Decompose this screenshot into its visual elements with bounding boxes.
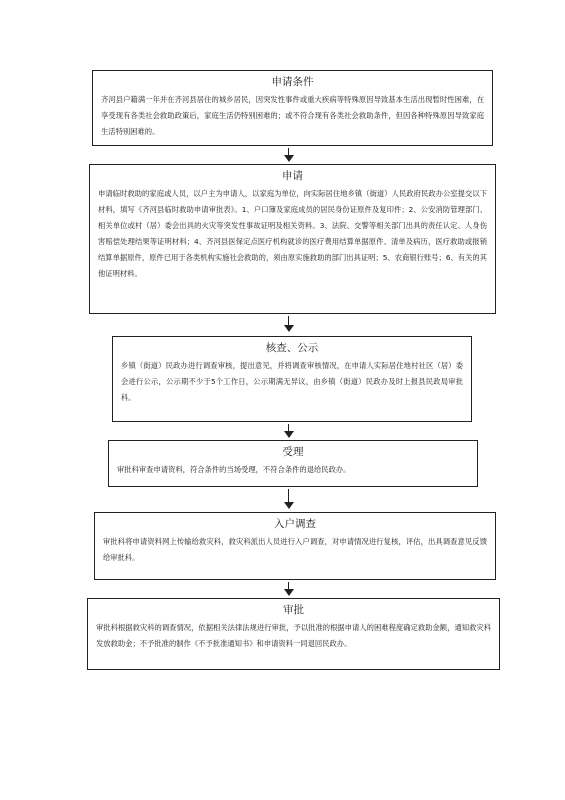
step-body: 审批科根据救灾科的调查情况，依据相关法律法规进行审批，予以批准的根据申请人的困难程度确定救助金额，通知救灾科发放救助金；不予批准的制作《不予批准通知书》和申请资料一同退回民政办。 xyxy=(96,623,491,648)
step-title: 申请条件 xyxy=(271,76,314,88)
step-approval xyxy=(87,598,500,670)
step-application-conditions xyxy=(92,70,493,146)
step-body: 审批科审查申请资料，符合条件的当场受理，不符合条件的退给民政办。 xyxy=(117,465,351,474)
step-verification-publicity xyxy=(112,336,472,422)
flow-arrow xyxy=(284,316,294,332)
step-title: 申请 xyxy=(282,170,303,182)
step-title: 受理 xyxy=(282,446,304,458)
flow-arrow xyxy=(284,148,294,162)
flow-arrow xyxy=(284,424,294,438)
step-title: 核查、公示 xyxy=(265,342,319,354)
step-title: 审批 xyxy=(283,604,304,616)
step-title: 入户调查 xyxy=(274,518,316,530)
step-body: 齐河县户籍满一年并在齐河县居住的城乡居民，因突发性事件或重大疾病等特殊原因导致基本生活出现暂时性困难，在享受现有各类社会救助政策后，家庭生活仍特别困难的；或不符合现有各类社会救助条件，但因各种特殊原因导致家庭生活特别困难的。 xyxy=(101,95,484,136)
step-body: 乡镇（街道）民政办进行调查审核，提出意见，并将调查审核情况，在申请人实际居住地村社区（居）委会进行公示，公示期不少于5个工作日，公示期满无异议，由乡镇（街道）民政办及时上报县民政局审批科。 xyxy=(121,361,463,402)
step-body: 申请临时救助的家庭或人员，以户主为申请人，以家庭为单位，向实际居住地乡镇（街道）人民政府民政办公室提交以下材料，填写《齐河县临时救助申请审批表》。1、户口簿及家庭成员的居民身份证原件及复印件；2、公安消防管理部门、相关单位或村（居）委会出具的火灾等突发性事故证明及相关资料。3、法院、交警等相关部门出具的责任认定、人身伤害赔偿处理结果等证明材料；4、齐河县医保定点医疗机构就诊的医疗费用结算单据原件、清单及病历，医疗救助或报销结算单据原件，原件已用于各类机构实施社会救助的，须由原实施救助的部门出具证明；5、农商银行账号；6、有关的其他证明材料。 xyxy=(98,189,487,278)
step-acceptance xyxy=(108,440,478,487)
step-application xyxy=(89,164,496,314)
flow-arrow xyxy=(284,489,294,509)
step-body: 审批科将申请资料网上传输给救灾科，救灾科派出人员进行入户调查，对申请情况进行复核，评估，出具调查意见反馈给审批科。 xyxy=(103,537,487,562)
flow-arrow xyxy=(284,582,294,596)
step-home-investigation xyxy=(94,512,496,580)
